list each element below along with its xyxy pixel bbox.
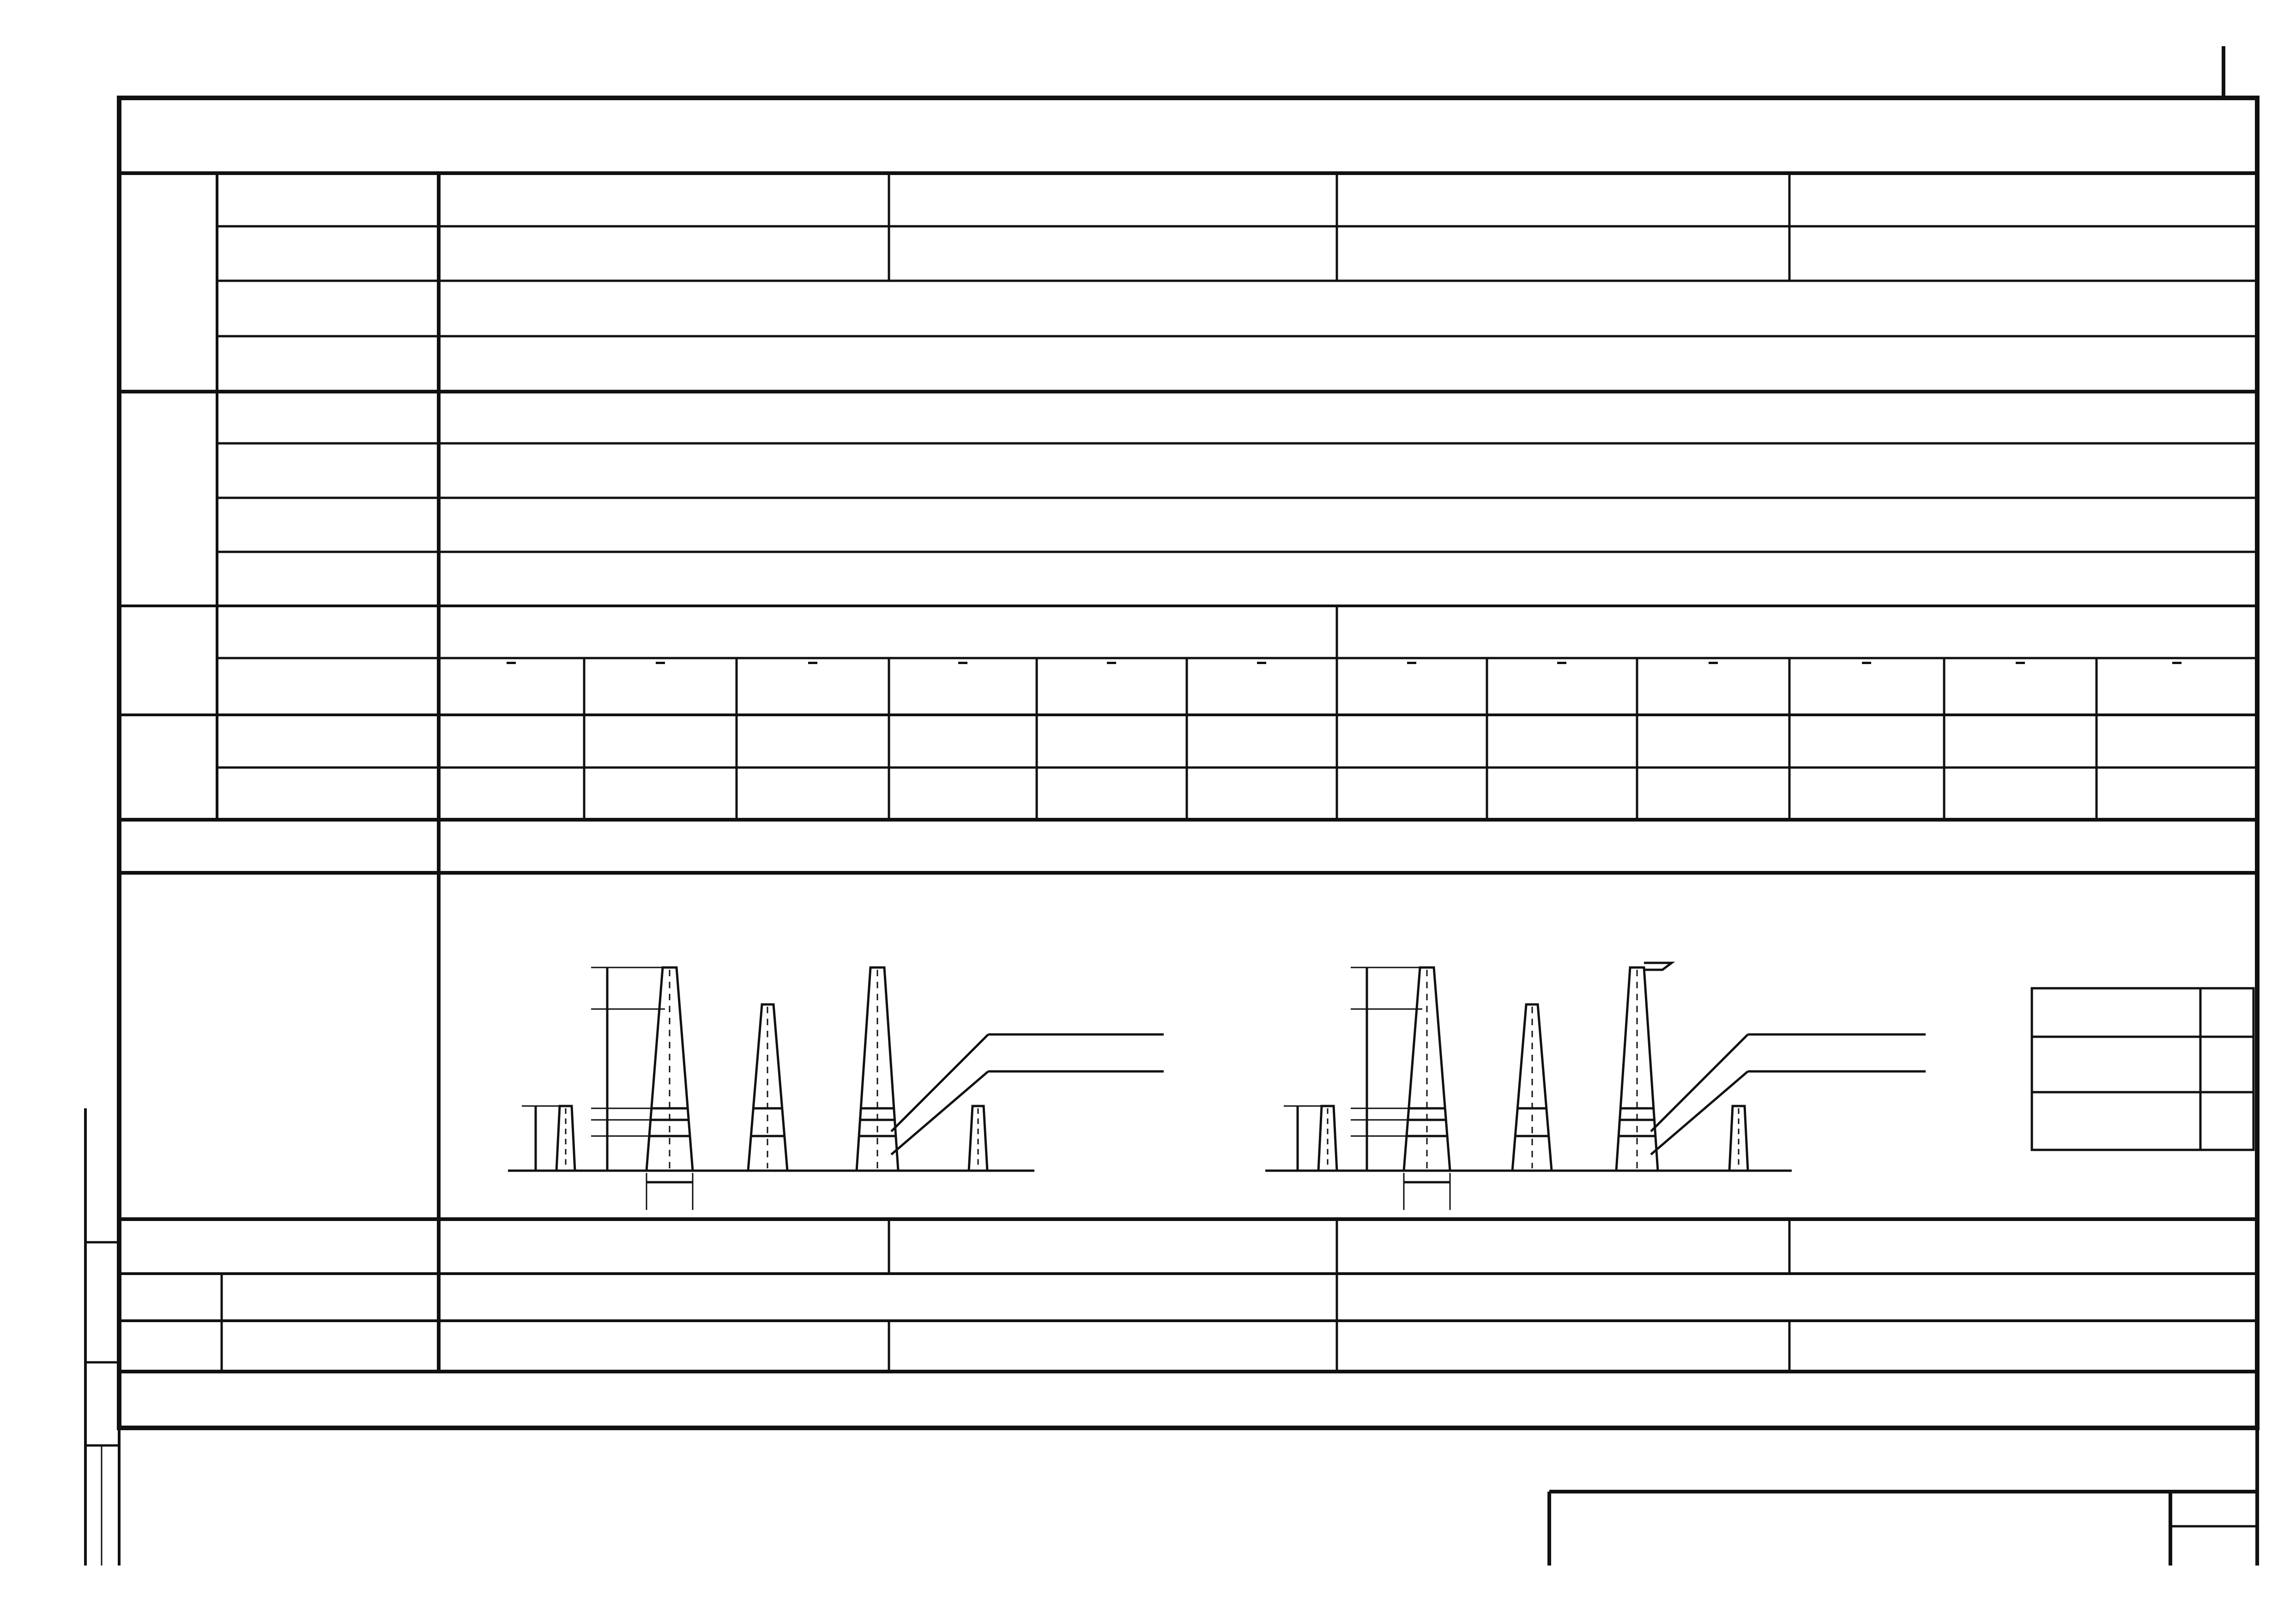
ice-cell [2172,662,2181,664]
ice-cell [1557,662,1566,664]
ice-cell [507,662,516,664]
ice-cell [1257,662,1266,664]
ice-cell [2016,662,2025,664]
ice-cell [1862,662,1871,664]
sketch-drawing [508,963,2254,1210]
ice-cell [1709,662,1718,664]
ice-cell [1407,662,1416,664]
ice-cell [656,662,665,664]
ice-cell [958,662,967,664]
ice-cell [808,662,817,664]
ice-cell [1107,662,1116,664]
